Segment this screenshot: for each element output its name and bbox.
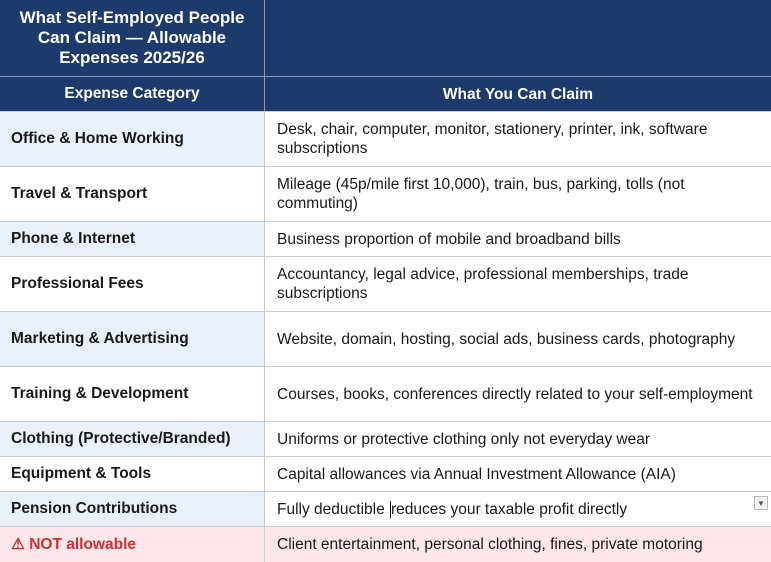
category-cell[interactable]: Equipment & Tools bbox=[0, 457, 265, 491]
claim-cell-editing[interactable] bbox=[265, 492, 771, 526]
claim-cell[interactable]: Capital allowances via Annual Investment Allowance (AIA) bbox=[277, 465, 676, 483]
category-cell[interactable]: Training & Development bbox=[0, 367, 265, 421]
claim-cell[interactable]: Client entertainment, personal clothing, fines, private motoring bbox=[265, 527, 771, 562]
table-row bbox=[0, 312, 771, 367]
table-row bbox=[0, 367, 771, 422]
category-cell[interactable]: Clothing (Protective/Branded) bbox=[0, 422, 265, 456]
header-claim[interactable]: What You Can Claim bbox=[265, 77, 771, 111]
table-row bbox=[0, 112, 771, 167]
claim-cell[interactable]: Mileage (45p/mile first 10,000), train, bus, parking, tolls (not commuting) bbox=[277, 176, 685, 212]
table-row bbox=[0, 492, 771, 527]
table-title[interactable]: What Self-Employed People Can Claim — Allowable Expenses 2025/26 bbox=[0, 0, 265, 76]
header-row bbox=[0, 77, 771, 112]
category-cell[interactable]: Travel & Transport bbox=[0, 167, 265, 221]
category-cell[interactable]: Phone & Internet bbox=[0, 222, 265, 256]
claim-cell[interactable]: Business proportion of mobile and broadband bills bbox=[277, 230, 621, 248]
category-cell[interactable]: Marketing & Advertising bbox=[0, 312, 265, 366]
category-cell-warning[interactable]: ⚠ NOT allowable bbox=[0, 527, 265, 562]
dropdown-arrow-icon[interactable]: ▼ bbox=[754, 496, 768, 510]
table-row bbox=[0, 457, 771, 492]
claim-text-before-cursor: Fully deductible bbox=[277, 500, 390, 518]
title-empty-cell[interactable] bbox=[265, 0, 771, 76]
category-cell[interactable]: Professional Fees bbox=[0, 257, 265, 311]
claim-cell[interactable]: Desk, chair, computer, monitor, stationery, printer, ink, software subscriptions bbox=[277, 121, 708, 157]
claim-cell[interactable]: Courses, books, conferences directly related to your self-employment bbox=[277, 385, 753, 403]
claim-cell[interactable]: Website, domain, hosting, social ads, business cards, photography bbox=[277, 330, 736, 348]
title-row bbox=[0, 0, 771, 77]
table-row bbox=[0, 257, 771, 312]
claim-cell[interactable]: Uniforms or protective clothing only not everyday wear bbox=[277, 430, 651, 448]
table-row bbox=[0, 222, 771, 257]
claim-cell[interactable]: Accountancy, legal advice, professional memberships, trade subscriptions bbox=[277, 266, 689, 302]
claim-text-after-cursor: reduces your taxable profit directly bbox=[391, 500, 628, 518]
category-cell[interactable]: Pension Contributions bbox=[0, 492, 265, 526]
table-row bbox=[0, 167, 771, 222]
category-cell[interactable]: Office & Home Working bbox=[0, 112, 265, 166]
table-row-not-allowable bbox=[0, 527, 771, 562]
table-row bbox=[0, 422, 771, 457]
header-category[interactable]: Expense Category bbox=[0, 77, 265, 111]
